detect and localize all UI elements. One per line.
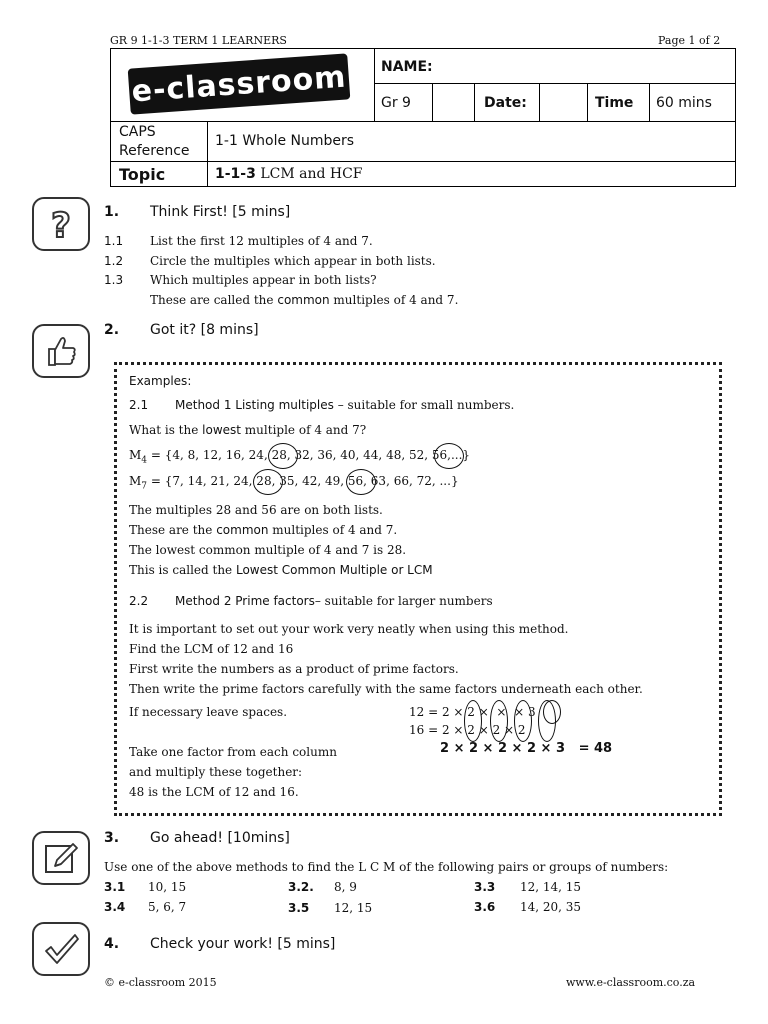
section-4-number: 4. [104, 936, 120, 952]
info-table [110, 48, 736, 187]
problem-3-4: 3.4 5, 6, 7 [104, 900, 187, 914]
svg-text:?: ? [51, 206, 71, 244]
section-2-title: Got it? [8 mins] [150, 322, 259, 338]
section-1-number: 1. [104, 204, 120, 220]
list-item: 1.3 Which multiples appear in both lists? [104, 273, 377, 287]
circle-28-m7 [253, 469, 283, 495]
topic-value: 1-1-3 LCM and HCF [215, 166, 363, 182]
footer-url: www.e-classroom.co.za [566, 976, 696, 989]
checkmark-icon [32, 922, 90, 976]
method-1-heading: 2.1 Method 1 Listing multiples – suitable for small numbers. [129, 398, 515, 412]
section-2-number: 2. [104, 322, 120, 338]
topic-label: Topic [119, 165, 166, 184]
running-header-left: GR 9 1-1-3 TERM 1 LEARNERS [110, 34, 287, 47]
time-value: 60 mins [656, 95, 712, 111]
time-label: Time [595, 95, 634, 111]
list-item: These are called the common multiples of 4 and 7. [150, 292, 459, 307]
problem-3-1: 3.1 10, 15 [104, 880, 187, 894]
problem-3-6: 3.6 14, 20, 35 [474, 900, 582, 914]
factorisation-16: 16 = 2 × 2 × 2 × 2 [409, 723, 526, 737]
grade-label: Gr 9 [381, 95, 411, 111]
method-2-conclusion: Take one factor from each column and multiply these together: 48 is the LCM of 12 and 16. [129, 745, 337, 799]
multiples-of-7: $M_7 = \{7$, 14, 21, 24, 28, 35, 42, 49, 56, 63, 66, 72, ...} [129, 474, 459, 492]
method-1-explanation: The multiples 28 and 56 are on both lists. These are the common multiples of 4 and 7. The lowest common multiple of 4 and 7 is 28. This is called the Lowest Common Multiple or LCM [129, 503, 433, 577]
name-label: NAME: [381, 59, 433, 75]
circle-56-m7 [346, 469, 376, 495]
list-item: 1.1 List the first 12 multiples of 4 and 7. [104, 234, 373, 248]
e-classroom-logo: e-classroom [128, 53, 351, 114]
thumbs-up-icon [32, 324, 90, 378]
section-1-list [104, 232, 458, 310]
column-ellipse [464, 700, 482, 742]
circle-28-m4 [268, 443, 298, 469]
caps-label: CAPS Reference [119, 124, 190, 159]
question-icon [32, 197, 90, 251]
circle-56-m4 [434, 443, 464, 469]
column-ellipse [490, 700, 508, 742]
column-ellipse [514, 700, 532, 742]
section-3-title: Go ahead! [10mins] [150, 830, 290, 846]
problem-3-3: 3.3 12, 14, 15 [474, 880, 582, 894]
lcm-result: 2 × 2 × 2 × 2 × 3 = 48 [440, 741, 613, 756]
section-3-number: 3. [104, 830, 120, 846]
pencil-edit-icon [32, 831, 90, 885]
section-4-title: Check your work! [5 mins] [150, 936, 336, 952]
page-number: Page 1 of 2 [658, 34, 721, 47]
leave-spaces-note: If necessary leave spaces. [129, 705, 288, 719]
method-2-explanation: It is important to set out your work very neatly when using this method. Find the LCM of 12 and 16 First write the numbers as a product of prime factors. Then write the prime factors carefully with the same factors underneath each other. [129, 622, 643, 696]
caps-value: 1-1 Whole Numbers [215, 133, 355, 149]
method-2-heading: 2.2 Method 2 Prime factors– suitable for larger numbers [129, 594, 493, 608]
section-3-intro: Use one of the above methods to find the L C M of the following pairs or groups of numbers: [104, 860, 669, 874]
list-item: 1.2 Circle the multiples which appear in both lists. [104, 253, 436, 268]
problem-3-5: 3.5 12, 15 [288, 901, 373, 915]
multiples-of-4: $M_4 = \{4$, 8, 12, 16, 24, 28, 32, 36, 40, 44, 48, 52, 56,...} [129, 448, 471, 466]
factorisation-12: 12 = 2 × 2 × × × 3 [409, 705, 536, 719]
problem-3-2: 3.2. 8, 9 [288, 880, 357, 894]
examples-label: Examples: [129, 374, 192, 388]
copyright: © e-classroom 2015 [104, 976, 217, 989]
question-lowest: What is the lowest multiple of 4 and 7? [129, 423, 367, 437]
date-label: Date: [484, 95, 527, 111]
section-1-title: Think First! [5 mins] [150, 204, 291, 220]
column-ellipse [543, 700, 561, 724]
